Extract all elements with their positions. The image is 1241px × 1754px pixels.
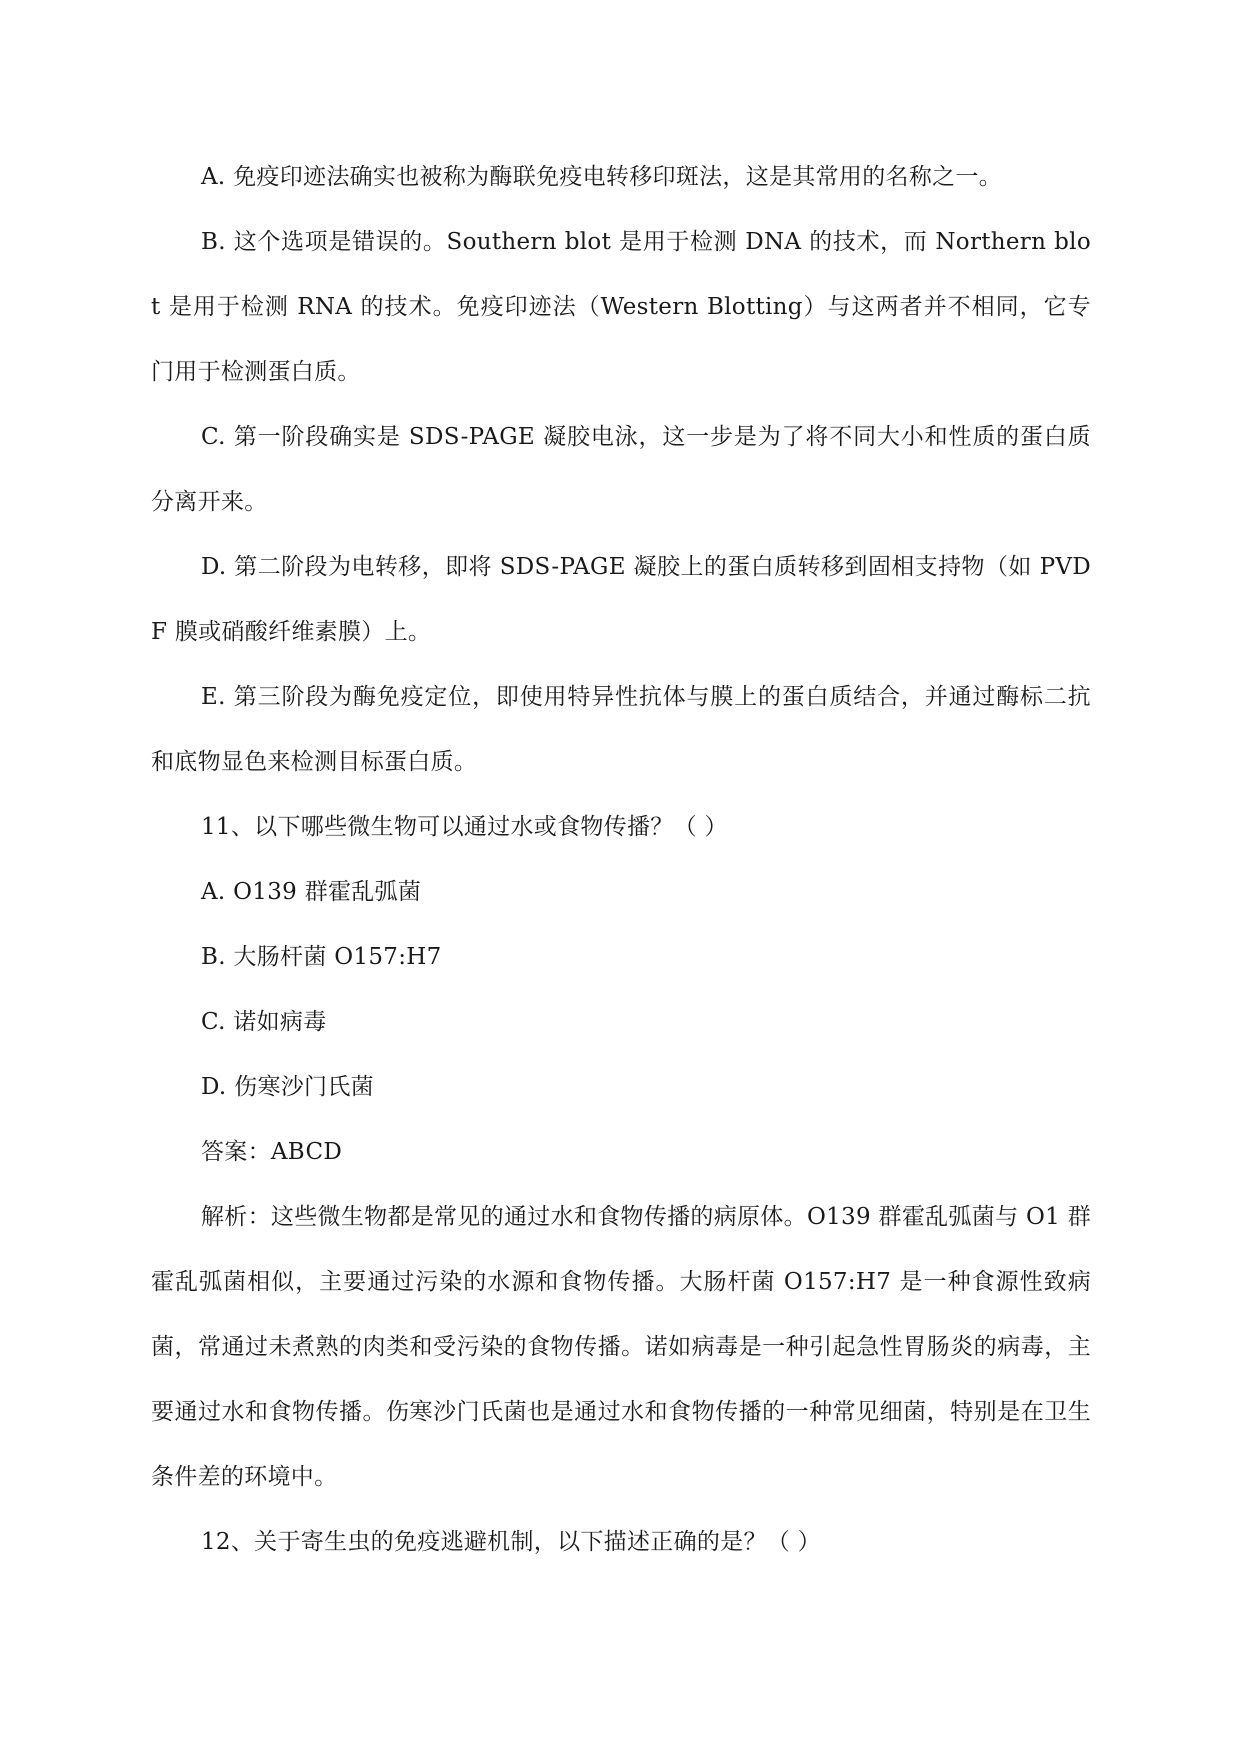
question-11: 11、以下哪些微生物可以通过水或食物传播？（ ） [201, 814, 728, 840]
question-11-option-c: C. 诺如病毒 [201, 1009, 327, 1035]
document-page [151, 145, 1091, 1575]
option-c-explanation: C. 第一阶段确实是 SDS-PAGE 凝胶电泳，这一步是为了将不同大小和性质的蛋白质分离开来。 [151, 424, 1091, 515]
question-12: 12、关于寄生虫的免疫逃避机制，以下描述正确的是？（ ） [201, 1529, 821, 1555]
question-11-option-b: B. 大肠杆菌 O157:H7 [201, 944, 442, 970]
option-a-explanation: A. 免疫印迹法确实也被称为酶联免疫电转移印斑法，这是其常用的名称之一。 [201, 164, 1003, 190]
option-d-explanation: D. 第二阶段为电转移，即将 SDS-PAGE 凝胶上的蛋白质转移到固相支持物（如 PVDF 膜或硝酸纤维素膜）上。 [151, 554, 1091, 645]
question-11-option-a: A. O139 群霍乱弧菌 [201, 879, 422, 905]
option-b-explanation: B. 这个选项是错误的。Southern blot 是用于检测 DNA 的技术，而 Northern blot 是用于检测 RNA 的技术。免疫印迹法（Western Blotting）与这两者并不相同，它专门用于检测蛋白质。 [151, 229, 1091, 385]
question-11-option-d: D. 伤寒沙门氏菌 [201, 1074, 374, 1100]
question-11-answer: 答案：ABCD [201, 1139, 343, 1165]
option-e-explanation: E. 第三阶段为酶免疫定位，即使用特异性抗体与膜上的蛋白质结合，并通过酶标二抗和底物显色来检测目标蛋白质。 [151, 684, 1091, 775]
question-11-analysis: 解析：这些微生物都是常见的通过水和食物传播的病原体。O139 群霍乱弧菌与 O1 群霍乱弧菌相似，主要通过污染的水源和食物传播。大肠杆菌 O157:H7 是一种食源性致病菌，常通过未煮熟的肉类和受污染的食物传播。诺如病毒是一种引起急性胃肠炎的病毒，主要通过水和食物传播。伤寒沙门氏菌也是通过水和食物传播的一种常见细菌，特别是在卫生条件差的环境中。 [151, 1204, 1091, 1490]
